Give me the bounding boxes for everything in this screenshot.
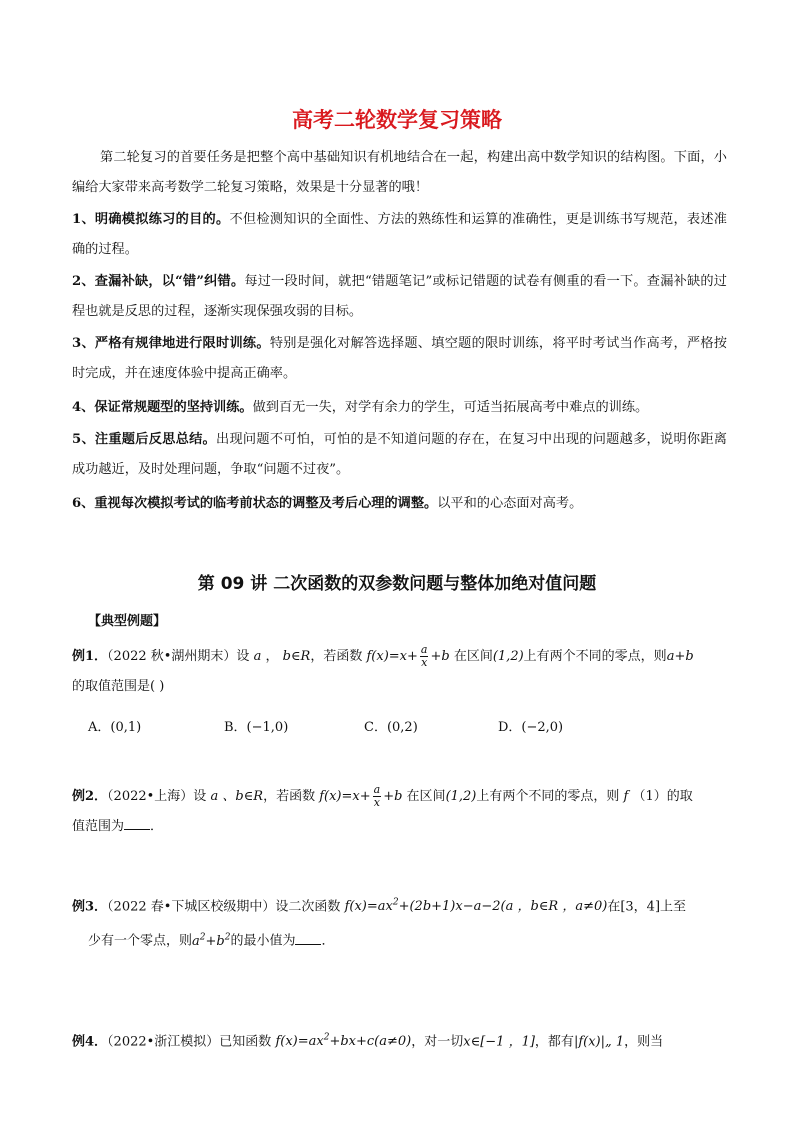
math-expr: f xyxy=(619,789,633,804)
choice-c[interactable]: C．(0,2) xyxy=(364,720,418,735)
example-1 xyxy=(72,642,727,702)
example-text: ，都有 xyxy=(534,1034,574,1050)
choice-d[interactable]: D．(−2,0) xyxy=(498,720,564,735)
example-text: ，若函数 xyxy=(310,649,363,664)
strategy-point-1 xyxy=(72,205,727,265)
example-text: 在区间 xyxy=(453,649,493,664)
example-2 xyxy=(72,782,727,842)
example-3-line-1 xyxy=(72,888,727,922)
example-source: （2022 春•下城区校级期中）设二次函数 xyxy=(107,899,341,915)
point-head: 5、注重题后反思总结。 xyxy=(72,432,216,447)
point-head: 1、明确模拟练习的目的。 xyxy=(72,212,230,227)
example-text: 在区间 xyxy=(406,789,446,804)
math-expr: (1,2) xyxy=(492,649,524,664)
point-head: 4、保证常规题型的坚持训练。 xyxy=(72,400,253,415)
example-4 xyxy=(72,1023,727,1057)
math-expr: a xyxy=(249,649,266,664)
math-expr: $f(x)=ax^2+bx+c(a\ne 0)$ xyxy=(271,1033,412,1050)
math-expr: +b xyxy=(383,789,407,804)
example-text: 的最小值为 xyxy=(230,933,296,949)
math-expr: $f(x)=ax^2+(2b+1)x-a-2(a$ ，b∈R ，a≠0) xyxy=(340,898,608,915)
section-tag: 【典型例题】 xyxy=(88,614,167,629)
strategy-point-4 xyxy=(72,393,727,423)
math-expr: a 、b∈R xyxy=(206,789,264,804)
point-body: 每过一段时间，就把“错题笔记”或标记错题的试卷有侧重的看一下。查漏补缺的过程也就是反思的过程，逐渐实现保强攻弱的目标。 xyxy=(72,274,727,319)
math-expr: (1,2) xyxy=(445,789,477,804)
answer-blank[interactable] xyxy=(295,930,321,945)
example-2-line-2: 值范围为 ． xyxy=(72,812,727,842)
lecture-title: 第 09 讲 二次函数的双参数问题与整体加绝对值问题 xyxy=(197,574,597,594)
example-text: 上有两个不同的零点，则 xyxy=(523,649,667,664)
example-label: 例2． xyxy=(72,789,108,804)
example-label: 例1． xyxy=(72,649,108,664)
example-text: （1）的取 xyxy=(632,789,693,804)
math-expr: x∈[−1 ，1] xyxy=(463,1034,535,1050)
math-expr: $a^2+b^2$ xyxy=(192,932,231,949)
math-fraction: $\frac{a}{x}$ xyxy=(420,643,428,669)
example-1-line-2: 的取值范围是( ) xyxy=(72,679,165,694)
example-text: 在[3，4]上至 xyxy=(607,899,687,915)
math-expr: |f(x)|„ 1 xyxy=(573,1034,625,1050)
math-expr: f(x)=x+ xyxy=(315,789,371,804)
example-label: 例4． xyxy=(72,1034,108,1050)
example-label: 例3． xyxy=(72,899,108,915)
example-4-line-1 xyxy=(72,1023,727,1057)
point-body: 出现问题不可怕，可怕的是不知道问题的存在，在复习中出现的问题越多，说明你距离成功越近，及时处理问题，争取“问题不过夜”。 xyxy=(72,432,727,477)
example-2-line-1 xyxy=(72,782,727,812)
strategy-point-6 xyxy=(72,489,727,519)
example-text: 上有两个不同的零点，则 xyxy=(476,789,620,804)
example-text: ，则当 xyxy=(624,1034,664,1050)
math-fraction: $\frac{a}{x}$ xyxy=(373,783,381,809)
math-expr: a+b xyxy=(666,649,694,664)
example-1-line-1: 例1．（2022 秋•湖州期末）设 a ， b∈R，若函数 f(x)=x+ $\frac{a}{x}$ +b 在区间(1,2)上有两个不同的零点，则a+b xyxy=(72,643,694,669)
intro-paragraph: 第二轮复习的首要任务是把整个高中基础知识有机地结合在一起，构建出高中数学知识的结构图。下面，小编给大家带来高考数学二轮复习策略，效果是十分显著的哦！ xyxy=(72,150,727,195)
example-text: 少有一个零点，则 xyxy=(88,933,193,949)
point-head: 3、严格有规律地进行限时训练。 xyxy=(72,336,270,351)
example-3 xyxy=(72,888,727,957)
strategy-point-2 xyxy=(72,267,727,327)
math-expr: b∈R xyxy=(278,649,311,664)
example-text: ，对一切 xyxy=(411,1034,464,1050)
example-source: （2022•上海）设 xyxy=(107,789,207,804)
point-body: 不但检测知识的全面性、方法的熟练性和运算的准确性，更是训练书写规范，表述准确的过程。 xyxy=(72,212,727,257)
point-body: 以平和的心态面对高考。 xyxy=(437,496,583,511)
example-3-line-2: 少有一个零点，则$a^2+b^2$的最小值为 ． xyxy=(72,922,727,956)
point-head: 2、查漏补缺，以“错”纠错。 xyxy=(72,274,245,289)
page-title: 高考二轮数学复习策略 xyxy=(292,108,502,132)
point-body: 做到百无一失，对学有余力的学生，可适当拓展高考中难点的训练。 xyxy=(252,400,649,415)
answer-blank[interactable] xyxy=(124,815,150,830)
example-text: ，若函数 xyxy=(263,789,316,804)
example-source: （2022 秋•湖州期末）设 xyxy=(107,649,250,664)
choice-b[interactable]: B．(−1,0) xyxy=(224,720,289,735)
math-expr: f(x)=x+ xyxy=(362,649,418,664)
example-source: （2022•浙江模拟）已知函数 xyxy=(107,1034,272,1050)
strategy-point-5 xyxy=(72,425,727,485)
choice-a[interactable]: A．(0,1) xyxy=(88,720,142,735)
example-text: 值范围为 xyxy=(72,819,125,834)
point-body: 特别是强化对解答选择题、填空题的限时训练，将平时考试当作高考，严格按时完成，并在速度体验中提高正确率。 xyxy=(72,336,727,381)
point-head: 6、重视每次模拟考试的临考前状态的调整及考后心理的调整。 xyxy=(72,496,438,511)
math-expr: +b xyxy=(430,649,454,664)
strategy-point-3 xyxy=(72,329,727,389)
